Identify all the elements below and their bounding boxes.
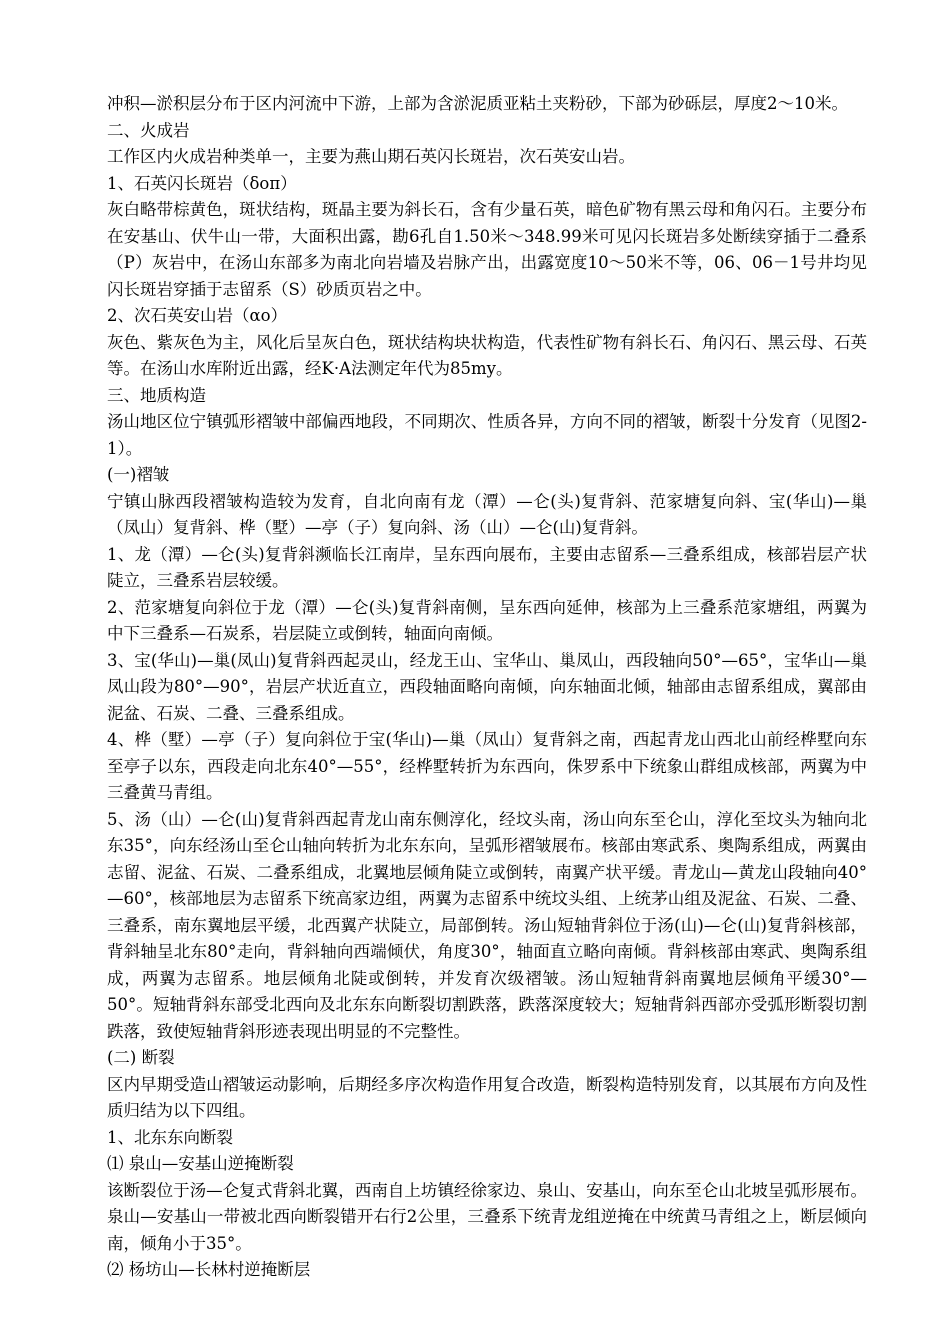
paragraph-quartz-andesite: 灰色、紫灰色为主，风化后呈灰白色，斑状结构块状构造，代表性矿物有斜长石、角闪石、黑云母、石英等。在汤山水库附近出露，经K·A法测定年代为85my。 xyxy=(107,332,867,378)
heading-geological-structure: 三、地质构造 xyxy=(107,385,206,405)
heading-quanshan-fault: ⑴ 泉山—安基山逆掩断裂 xyxy=(107,1154,294,1173)
paragraph-fold-3: 3、宝(华山)—巢(凤山)复背斜西起灵山，经龙王山、宝华山、巢凤山，西段轴向50°—65°，宝华山—巢凤山段为80°—90°，岩层产状近直立，西段轴面略向南倾，向东轴面北倾，轴部由志留系组成，翼部由泥盆、石炭、二叠、三叠系组成。 xyxy=(107,650,867,723)
paragraph-quanshan-fault: 该断裂位于汤—仑复式背斜北翼，西南自上坊镇经徐家边、泉山、安基山，向东至仑山北坡呈弧形展布。泉山—安基山一带被北西向断裂错开右行2公里，三叠系下统青龙组逆掩在中统黄马青组之上，断层倾向南，倾角小于35°。 xyxy=(107,1180,867,1253)
paragraph-structure-intro: 汤山地区位宁镇弧形褶皱中部偏西地段，不同期次、性质各异，方向不同的褶皱，断裂十分发育（见图2-1）。 xyxy=(107,412,867,458)
paragraph-igneous-intro: 工作区内火成岩种类单一，主要为燕山期石英闪长斑岩，次石英安山岩。 xyxy=(107,147,635,166)
document-body xyxy=(107,91,867,1284)
paragraph-faults-intro: 区内早期受造山褶皱运动影响，后期经多序次构造作用复合改造，断裂构造特别发育，以其展布方向及性质归结为以下四组。 xyxy=(107,1074,867,1120)
paragraph-quartz-diorite-porphyry: 灰白略带棕黄色，斑状结构，斑晶主要为斜长石，含有少量石英，暗色矿物有黑云母和角闪石。主要分布在安基山、伏牛山一带，大面积出露，勘6孔自1.50米～348.99米可见闪长斑岩多处断续穿插于二叠系（P）灰岩中，在汤山东部多为南北向岩墙及岩脉产出，出露宽度10～50米不等，06、06－1号井均见闪长斑岩穿插于志留系（S）砂质页岩之中。 xyxy=(107,200,867,299)
paragraph-fold-2: 2、范家塘复向斜位于龙（潭）—仑(头)复背斜南侧，呈东西向延伸，核部为上三叠系范家塘组，两翼为中下三叠系—石炭系，岩层陡立或倒转，轴面向南倾。 xyxy=(107,597,867,643)
heading-faults: (二) 断裂 xyxy=(107,1048,175,1067)
heading-folds: (一)褶皱 xyxy=(107,465,170,484)
heading-quartz-andesite: 2、次石英安山岩（αο） xyxy=(107,306,288,325)
heading-yangfangshan-fault: ⑵ 杨坊山—长林村逆掩断层 xyxy=(107,1260,311,1279)
paragraph-fold-1: 1、龙（潭）—仑(头)复背斜濒临长江南岸，呈东西向展布，主要由志留系—三叠系组成，核部岩层产状陡立，三叠系岩层较缓。 xyxy=(107,544,867,590)
heading-igneous-rocks: 二、火成岩 xyxy=(107,120,190,140)
heading-nee-faults: 1、北东东向断裂 xyxy=(107,1127,233,1147)
heading-quartz-diorite-porphyry: 1、石英闪长斑岩（δοπ） xyxy=(107,173,297,193)
paragraph-fold-5: 5、汤（山）—仑(山)复背斜西起青龙山南东侧淳化，经坟头南，汤山向东至仑山，淳化至坟头为轴向北东35°，向东经汤山至仑山轴向转折为北东东向，呈弧形褶皱展布。核部由寒武系、奥陶系组成，两翼由志留、泥盆、石炭、二叠系组成，北翼地层倾角陡立或倒转，南翼产状平缓。青龙山—黄龙山段轴向40°—60°，核部地层为志留系下统高家边组，两翼为志留系中统坟头组、上统茅山组及泥盆、石炭、二叠、三叠系，南东翼地层平缓，北西翼产状陡立，局部倒转。汤山短轴背斜位于汤(山)—仑(山)复背斜核部，背斜轴呈北东80°走向，背斜轴向西端倾伏，角度30°，轴面直立略向南倾。背斜核部由寒武、奥陶系组成，两翼为志留系。地层倾角北陡或倒转，并发育次级褶皱。汤山短轴背斜南翼地层倾角平缓30°—50°。短轴背斜东部受北西向及北东东向断裂切割跌落，跌落深度较大；短轴背斜西部亦受弧形断裂切割跌落，致使短轴背斜形迹表现出明显的不完整性。 xyxy=(107,809,867,1041)
paragraph-fold-4: 4、桦（墅）—亭（子）复向斜位于宝(华山)—巢（凤山）复背斜之南，西起青龙山西北山前经桦墅向东至亭子以东，西段走向北东40°—55°，经桦墅转折为东西向，侏罗系中下统象山群组成核部，两翼为中三叠黄马青组。 xyxy=(107,730,867,802)
paragraph-folds-intro: 宁镇山脉西段褶皱构造较为发育，自北向南有龙（潭）—仑(头)复背斜、范家塘复向斜、宝(华山)—巢（凤山）复背斜、桦（墅）—亭（子）复向斜、汤（山）—仑(山)复背斜。 xyxy=(107,491,867,537)
paragraph-alluvium: 冲积—淤积层分布于区内河流中下游，上部为含淤泥质亚粘土夹粉砂，下部为砂砾层，厚度2～10米。 xyxy=(107,94,848,113)
